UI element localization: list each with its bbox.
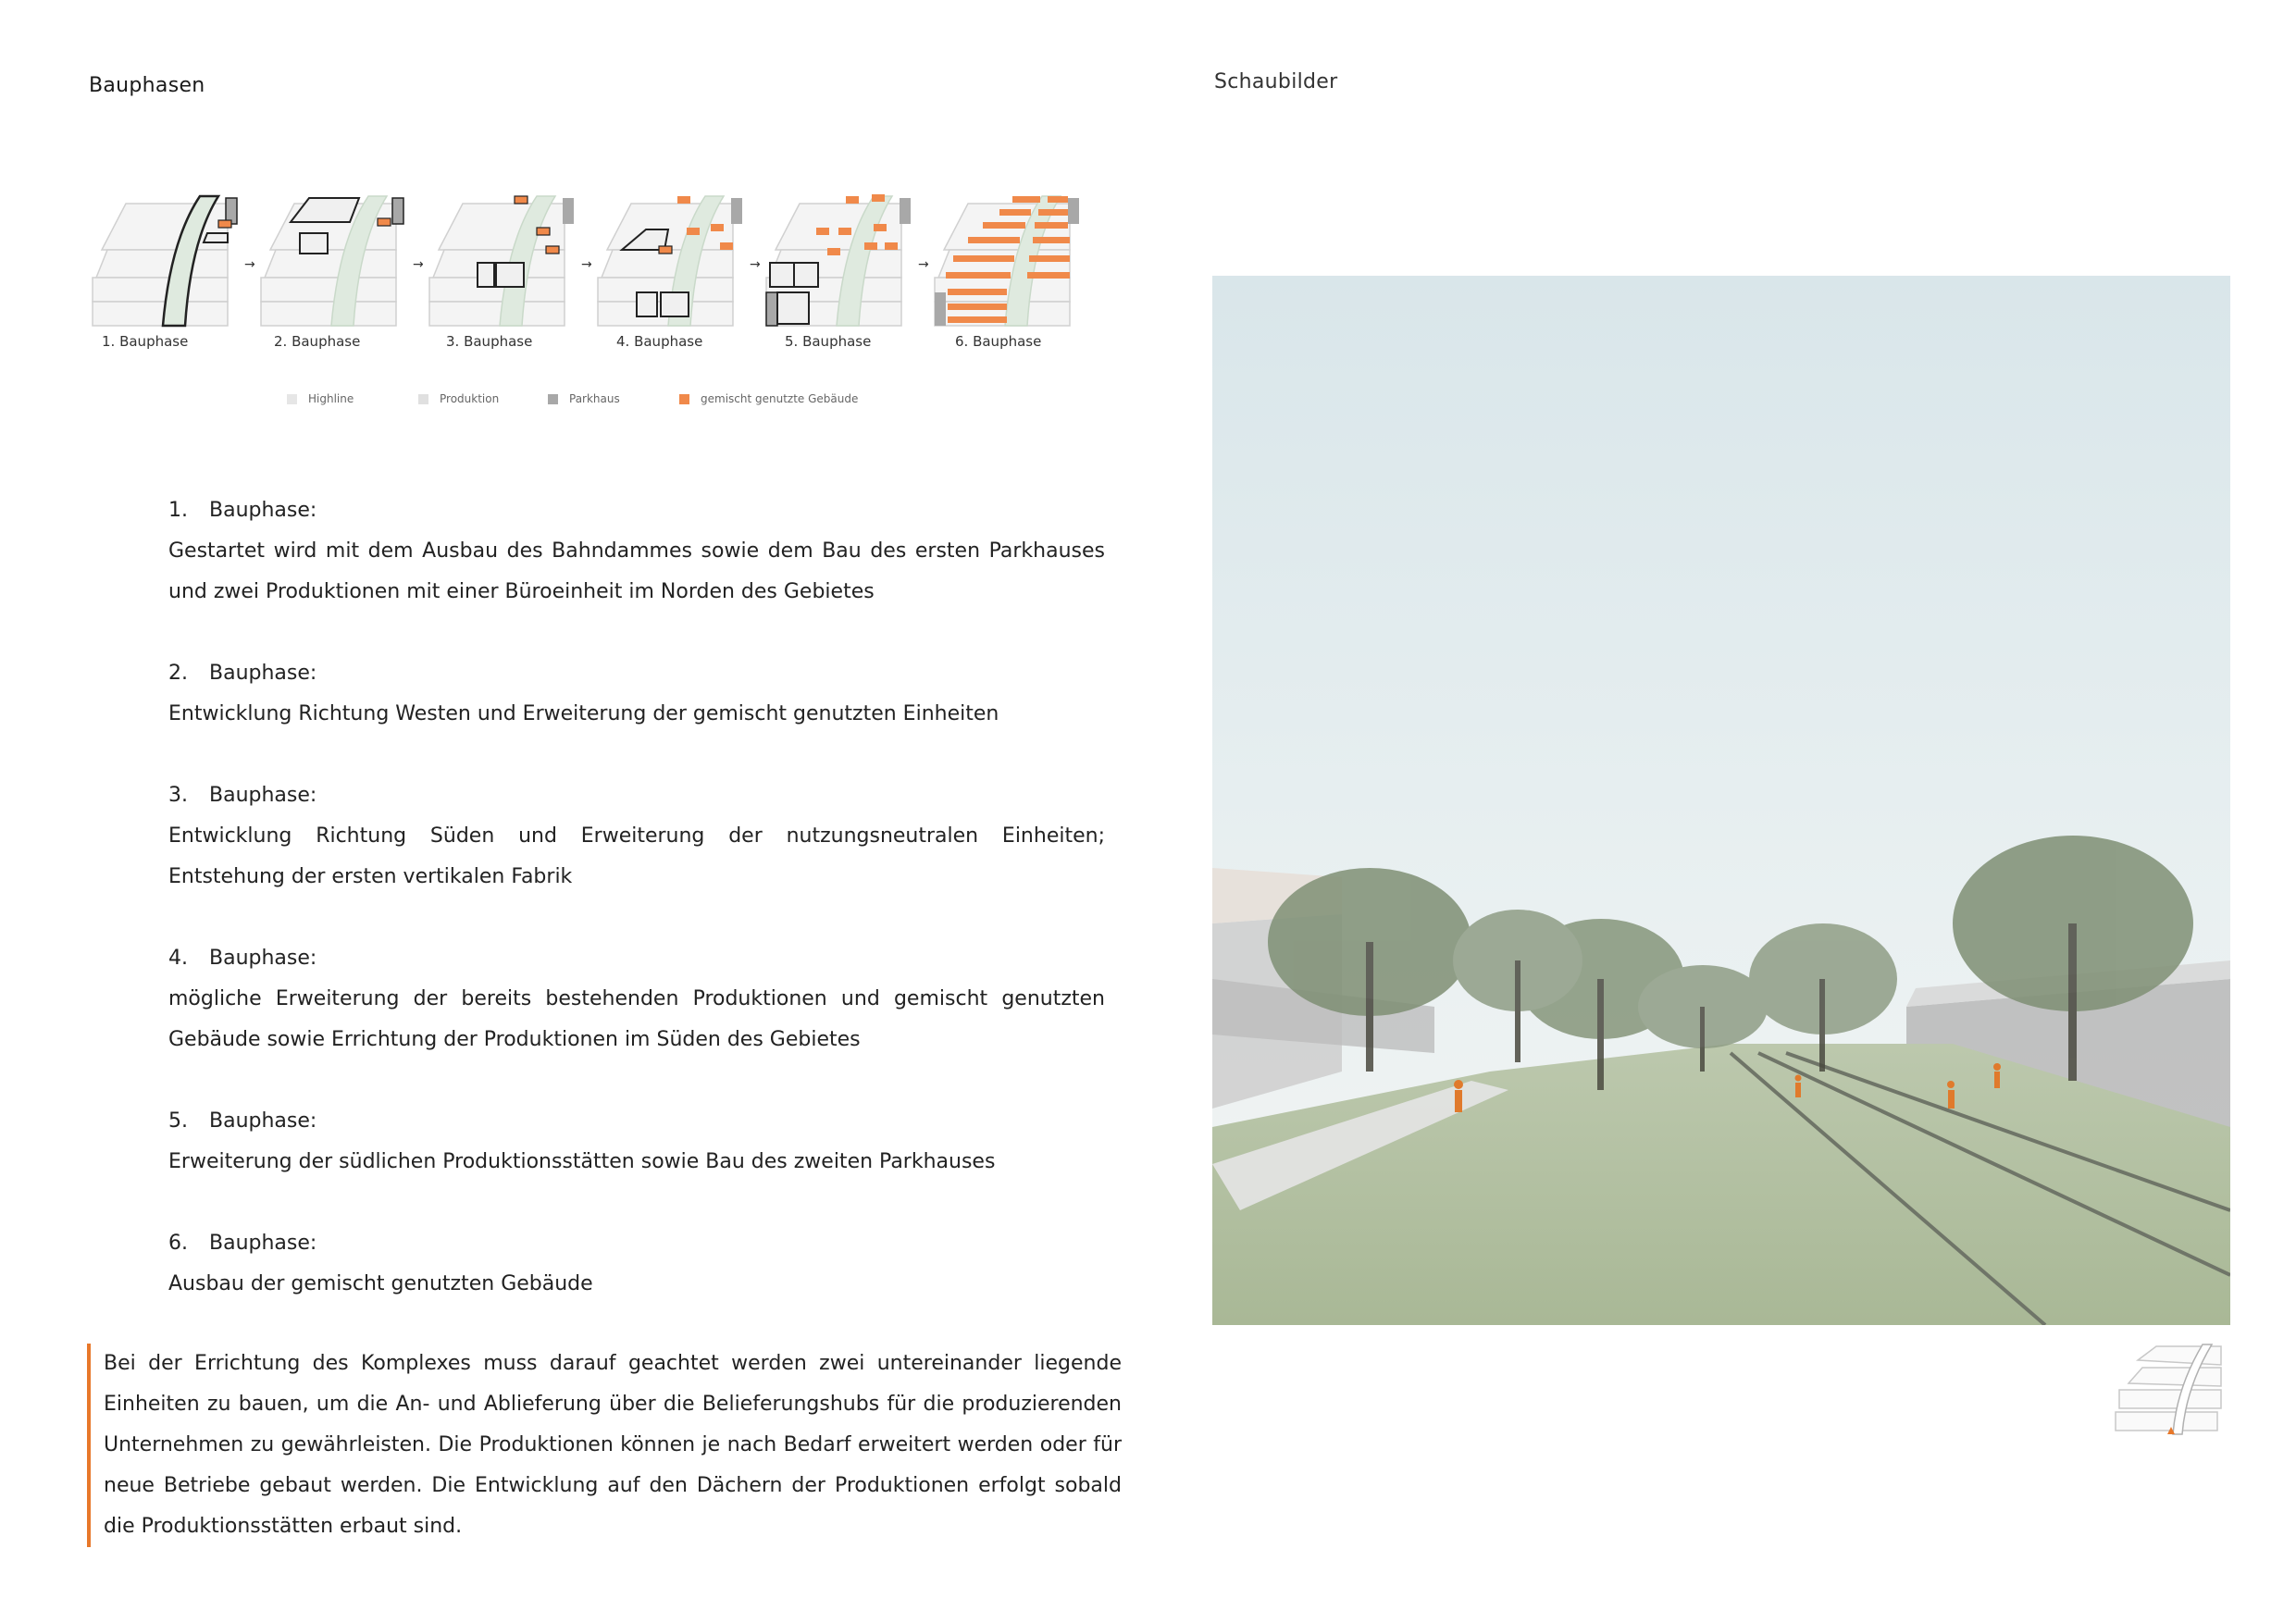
legend-item-gemischt: [679, 392, 858, 405]
orientation-map: [2110, 1342, 2230, 1453]
phase-3-diagram: [429, 196, 574, 326]
legend-item-parkhaus: [548, 392, 620, 405]
legend-label: Highline: [308, 392, 354, 405]
phase-description: Entwicklung Richtung Süden und Erweiterung der nutzungsneutralen Einheiten; Entstehung der ersten vertikalen Fabrik: [168, 824, 1105, 888]
phase-diagram-strip: [89, 185, 1116, 333]
visualization-render: [1212, 276, 2230, 1325]
phase-3-block: [168, 775, 1105, 898]
svg-text:→: →: [918, 257, 929, 272]
phase-5-diagram: [766, 194, 911, 326]
phase-title: Bauphase:: [209, 499, 317, 522]
render-illustration: [1212, 276, 2230, 1325]
phase-6-diagram: [935, 196, 1079, 326]
legend-swatch: [418, 394, 428, 404]
phase-number: 2.: [168, 662, 188, 685]
legend-swatch: [548, 394, 558, 404]
phase-number: 1.: [168, 499, 188, 522]
page-title-bauphasen: Bauphasen: [89, 74, 205, 97]
section-title-schaubilder: Schaubilder: [1214, 70, 1338, 93]
phase-4-diagram: [598, 196, 742, 326]
phase-2-block: [168, 653, 1105, 735]
legend-item-highline: [287, 392, 354, 405]
bauphasen-diagrams: [89, 185, 1116, 370]
phase-1-label: 1. Bauphase: [102, 333, 189, 350]
legend-item-produktion: [418, 392, 499, 405]
phase-2-diagram: [261, 196, 403, 326]
phase-title: Bauphase:: [209, 947, 317, 970]
phase-6-block: [168, 1223, 1105, 1305]
phase-3-label: 3. Bauphase: [446, 333, 533, 350]
legend-label: Produktion: [440, 392, 500, 405]
phase-4-label: 4. Bauphase: [616, 333, 703, 350]
phase-4-block: [168, 938, 1105, 1060]
phase-number: 5.: [168, 1109, 188, 1133]
svg-text:→: →: [581, 257, 592, 272]
phase-6-label: 6. Bauphase: [955, 333, 1042, 350]
phase-title: Bauphase:: [209, 1232, 317, 1255]
phase-title: Bauphase:: [209, 1109, 317, 1133]
phase-number: 6.: [168, 1232, 188, 1255]
phase-description: mögliche Erweiterung der bereits bestehenden Produktionen und gemischt genutzten Gebäude sowie Errichtung der Produktionen im Süden des Gebietes: [168, 987, 1105, 1051]
phase-number: 4.: [168, 947, 188, 970]
legend-swatch: [679, 394, 689, 404]
phase-description-list: [168, 490, 1105, 1305]
legend-label: gemischt genutzte Gebäude: [701, 392, 859, 405]
phase-description: Ausbau der gemischt genutzten Gebäude: [168, 1272, 593, 1295]
phase-title: Bauphase:: [209, 784, 317, 807]
phase-5-block: [168, 1101, 1105, 1183]
phase-1-block: [168, 490, 1105, 613]
phase-number: 3.: [168, 784, 188, 807]
svg-text:→: →: [413, 257, 424, 272]
phase-5-label: 5. Bauphase: [785, 333, 872, 350]
phase-title: Bauphase:: [209, 662, 317, 685]
phase-description: Entwicklung Richtung Westen und Erweiterung der gemischt genutzten Einheiten: [168, 702, 999, 725]
orientation-map-svg: [2110, 1342, 2230, 1453]
phase-description: Gestartet wird mit dem Ausbau des Bahndammes sowie dem Bau des ersten Parkhauses und zwei Produktionen mit einer Büroeinheit im Norden des Gebietes: [168, 539, 1105, 603]
phase-description: Erweiterung der südlichen Produktionsstätten sowie Bau des zweiten Parkhauses: [168, 1150, 996, 1173]
legend-swatch: [287, 394, 297, 404]
phase-2-label: 2. Bauphase: [274, 333, 361, 350]
phase-1-diagram: [93, 196, 237, 326]
legend-label: Parkhaus: [569, 392, 620, 405]
svg-text:→: →: [244, 257, 255, 272]
diagram-legend: [287, 392, 935, 415]
construction-note: Bei der Errichtung des Komplexes muss darauf geachtet werden zwei untereinander liegende Einheiten zu bauen, um die An- und Ablieferung über die Belieferungshubs für die produzierenden Unternehmen zu gewährleisten. Die Produktionen können je nach Bedarf erweitert werden oder für neue Betriebe gebaut werden. Die Entwicklung auf den Dächern der Produktionen erfolgt sobald die Produktionsstätten erbaut sind.: [87, 1344, 1122, 1547]
svg-text:→: →: [750, 257, 761, 272]
